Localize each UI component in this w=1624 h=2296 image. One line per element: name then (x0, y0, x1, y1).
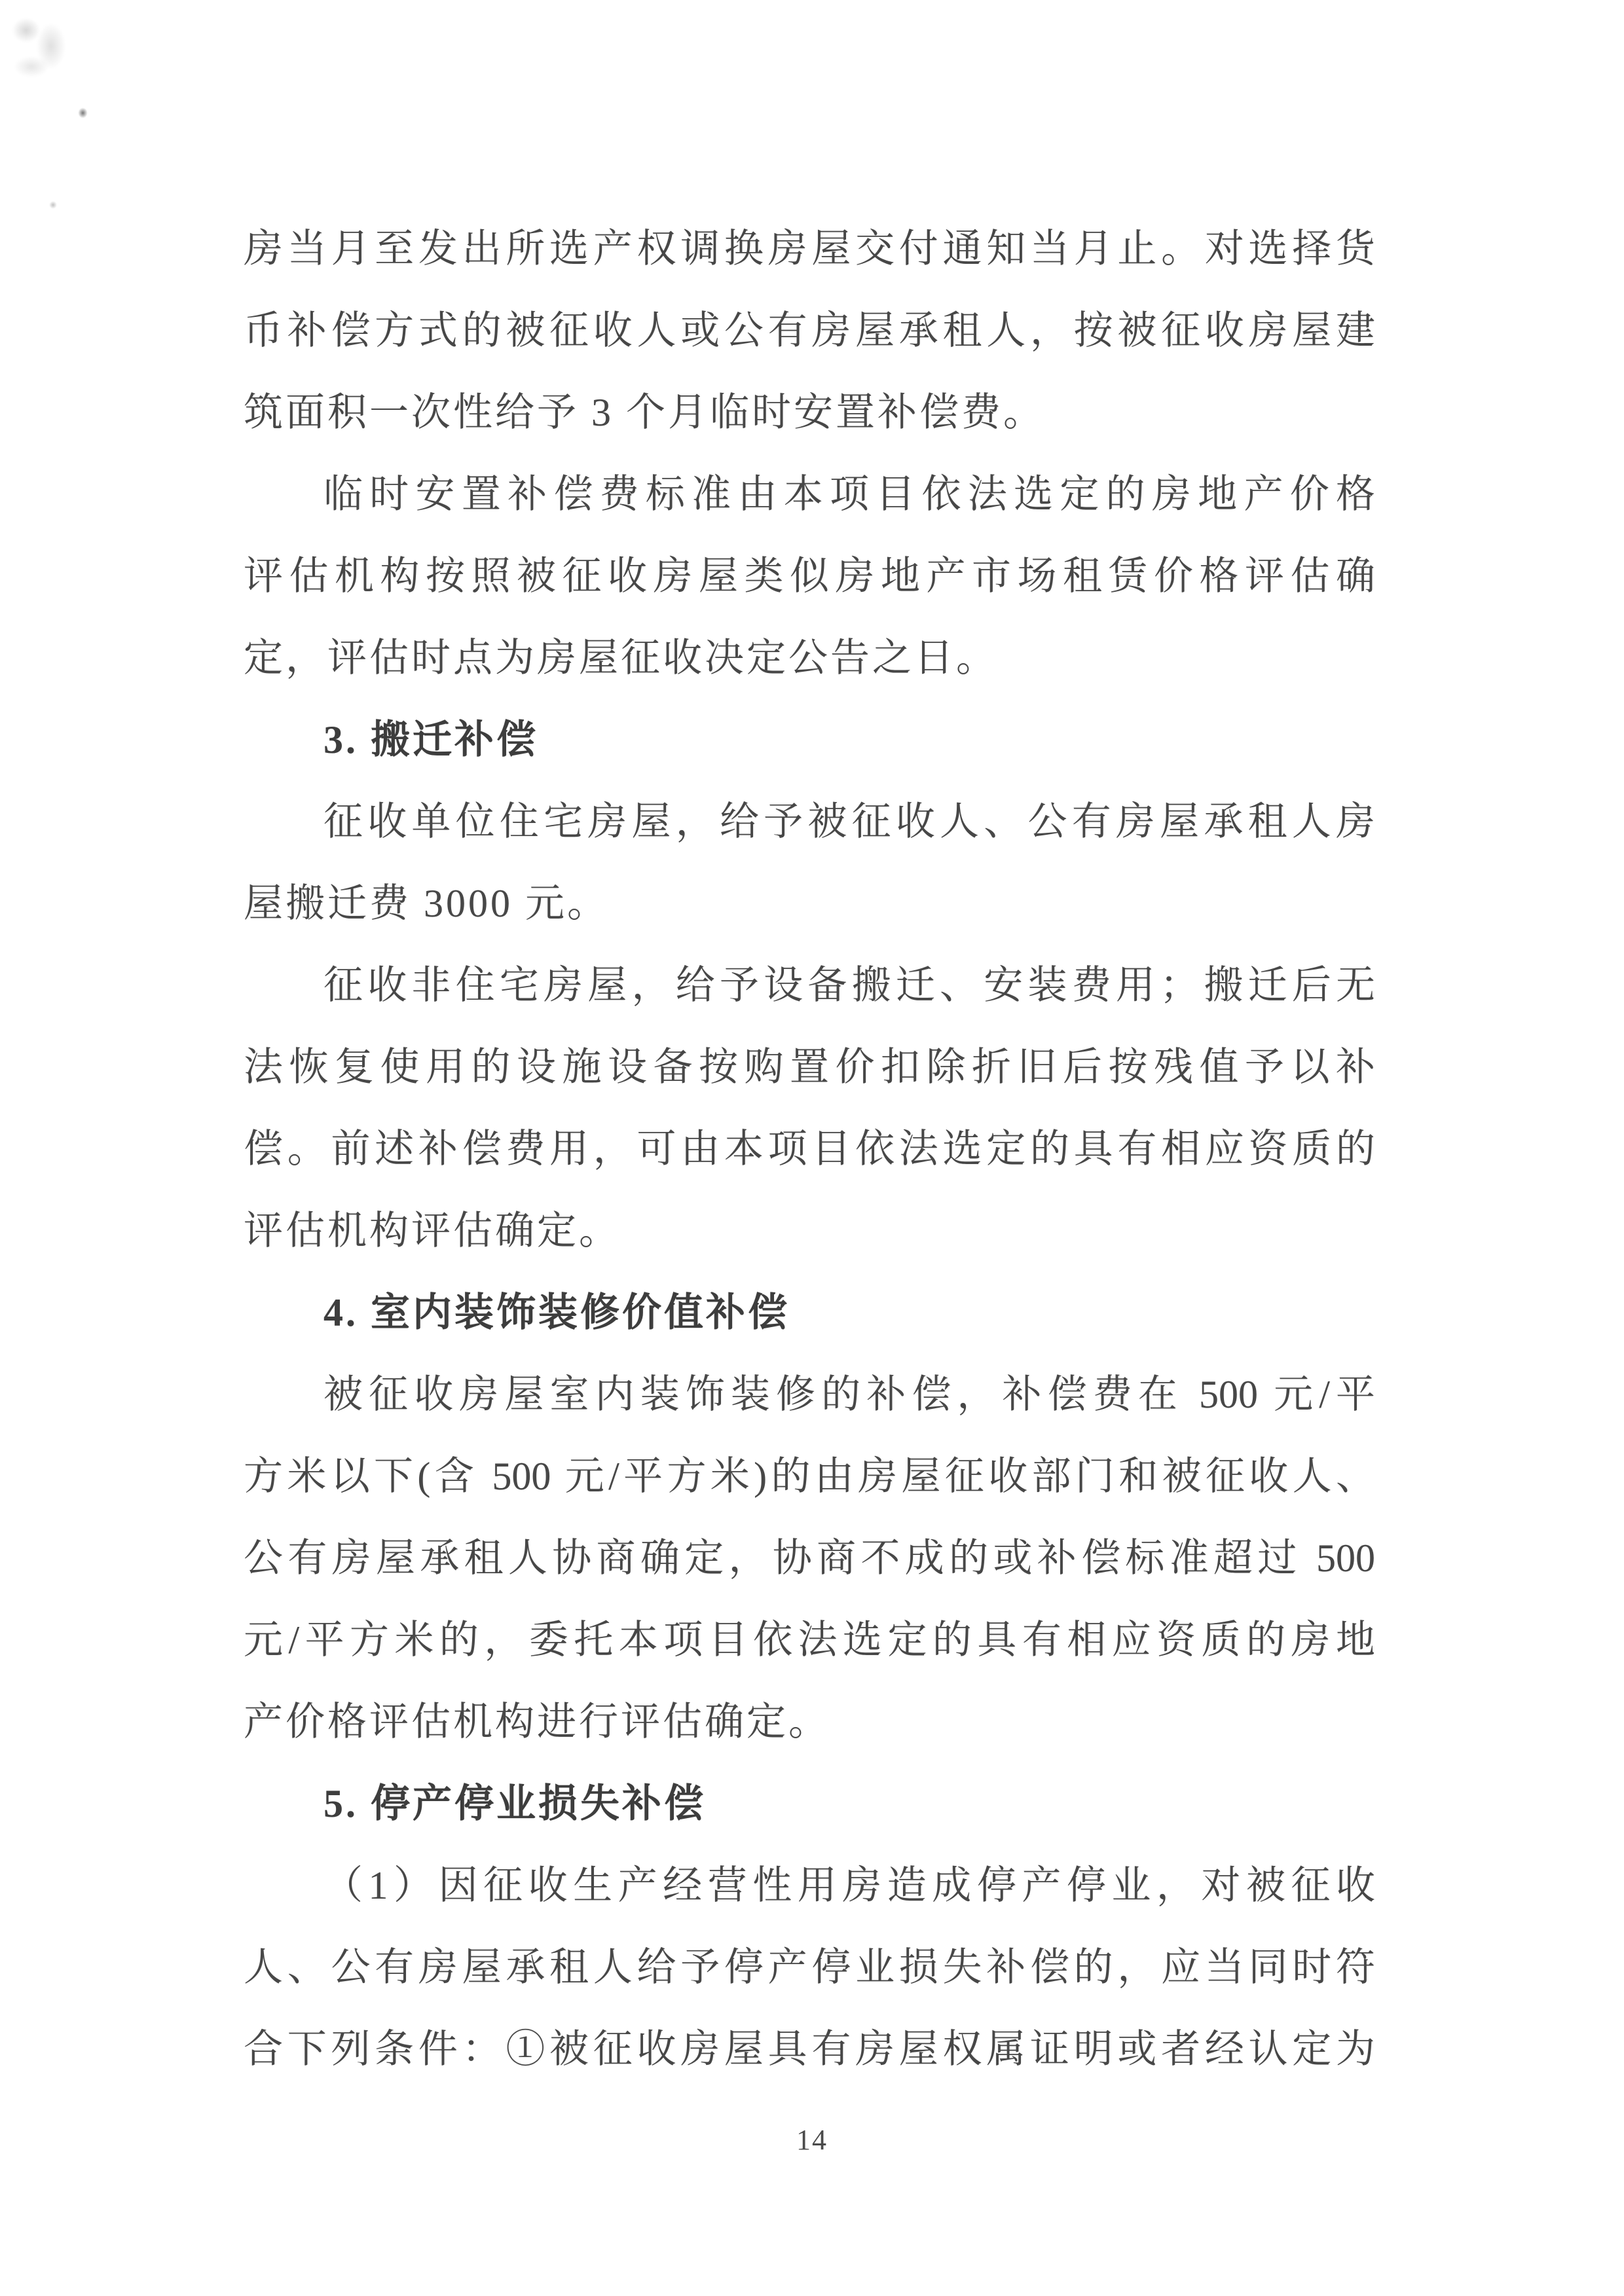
text-line: 币补偿方式的被征收人或公有房屋承租人，按被征收房屋建 (244, 309, 1375, 352)
text-line: 定，评估时点为房屋征收决定公告之日。 (244, 636, 998, 680)
text-line: 征收单位住宅房屋，给予被征收人、公有房屋承租人房 (323, 800, 1375, 843)
text-line: 筑面积一次性给予 3 个月临时安置补偿费。 (244, 391, 1045, 434)
scan-speck-artifact-faint (48, 200, 58, 210)
text-column (244, 208, 1375, 2090)
text-line: 评估机构评估确定。 (244, 1209, 621, 1252)
scan-smudge-artifact (7, 13, 72, 82)
text-line: 被征收房屋室内装饰装修的补偿，补偿费在 500 元/平 (323, 1373, 1375, 1416)
text-line: 人、公有房屋承租人给予停产停业损失补偿的，应当同时符 (244, 1946, 1375, 1989)
text-line: 房当月至发出所选产权调换房屋交付通知当月止。对选择货 (244, 227, 1375, 270)
text-line: 公有房屋承租人协商确定，协商不成的或补偿标准超过 500 (244, 1537, 1375, 1580)
text-line: 屋搬迁费 3000 元。 (244, 882, 609, 925)
text-line: 临时安置补偿费标准由本项目依法选定的房地产价格 (323, 473, 1375, 516)
text-line: 征收非住宅房屋，给予设备搬迁、安装费用；搬迁后无 (323, 964, 1375, 1007)
text-line: 产价格评估机构进行评估确定。 (244, 1700, 830, 1743)
scan-speck-artifact (77, 107, 88, 119)
text-line: 合下列条件：①被征收房屋具有房屋权属证明或者经认定为 (244, 2028, 1375, 2071)
section-heading: 3. 搬迁补偿 (323, 718, 538, 761)
text-line: 评估机构按照被征收房屋类似房地产市场租赁价格评估确 (244, 555, 1375, 598)
text-line: 法恢复使用的设施设备按购置价扣除折旧后按残值予以补 (244, 1046, 1375, 1089)
section-heading: 4. 室内装饰装修价值补偿 (323, 1291, 790, 1334)
text-line: 偿。前述补偿费用，可由本项目依法选定的具有相应资质的 (244, 1127, 1375, 1171)
text-line: 方米以下(含 500 元/平方米)的由房屋征收部门和被征收人、 (244, 1455, 1375, 1498)
text-line: 元/平方米的，委托本项目依法选定的具有相应资质的房地 (244, 1618, 1375, 1662)
text-line: （1）因征收生产经营性用房造成停产停业，对被征收 (323, 1864, 1375, 1907)
page-number: 14 (796, 2124, 828, 2156)
section-heading: 5. 停产停业损失补偿 (323, 1782, 706, 1825)
